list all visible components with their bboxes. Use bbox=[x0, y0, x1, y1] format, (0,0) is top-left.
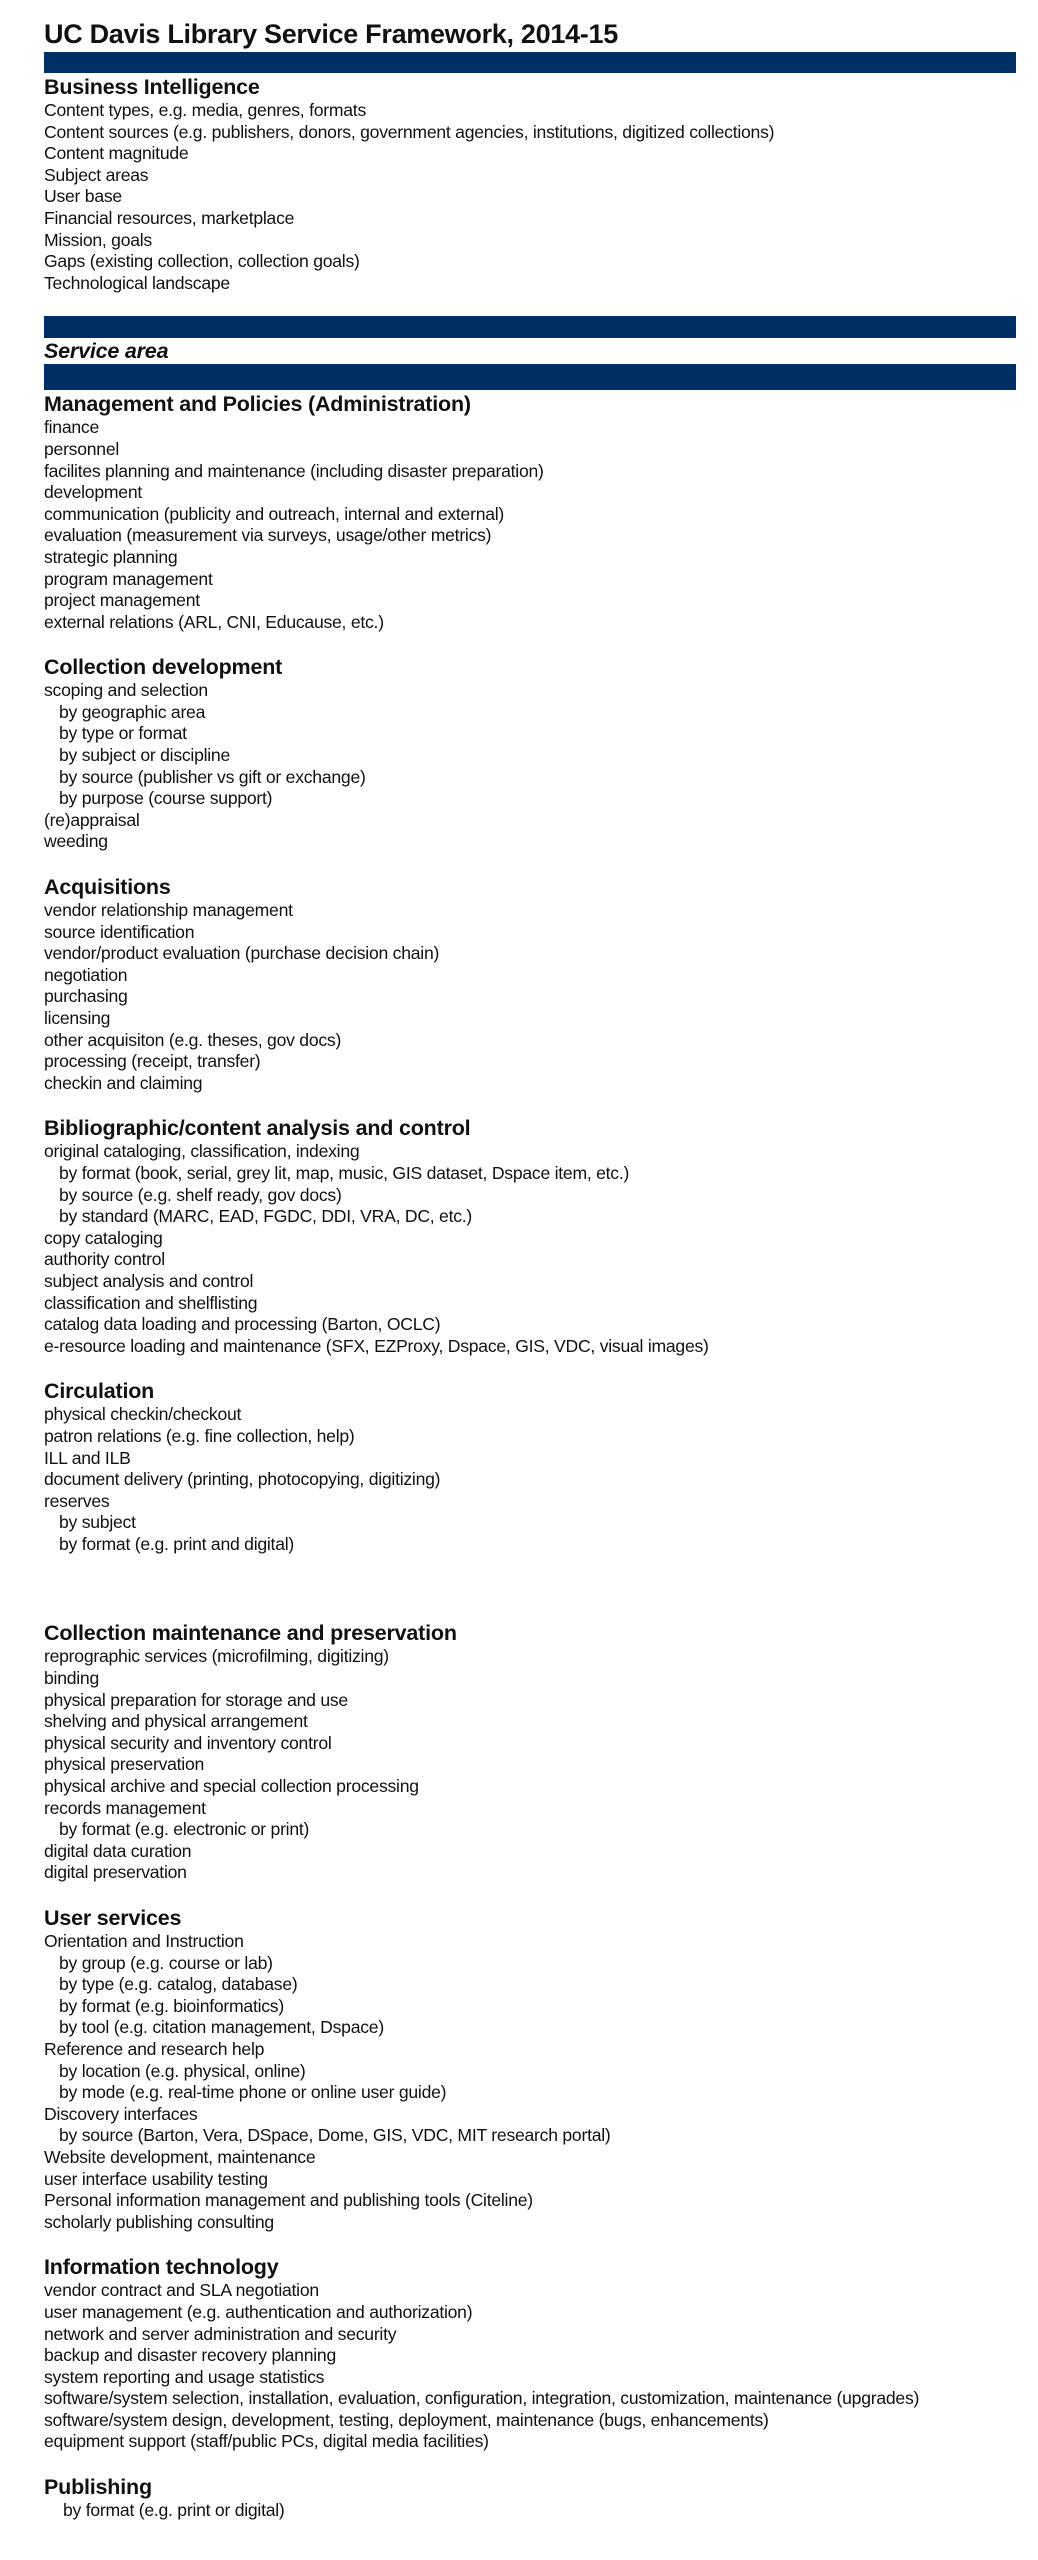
sub-list-item: by format (e.g. print or digital) bbox=[63, 2500, 285, 2521]
list-item: Reference and research help bbox=[44, 2038, 265, 2059]
list-item: ILL and ILB bbox=[44, 1447, 131, 1468]
list-item: purchasing bbox=[44, 986, 128, 1007]
business-intelligence-list bbox=[44, 100, 1016, 294]
list-item: communication (publicity and outreach, internal and external) bbox=[44, 503, 505, 524]
list-item: system reporting and usage statistics bbox=[44, 2366, 325, 2387]
section-heading: Management and Policies (Administration) bbox=[44, 392, 471, 417]
list-item: software/system selection, installation, evaluation, configuration, integration, customization, maintenance (upgrades) bbox=[44, 2388, 920, 2409]
section-heading: User services bbox=[44, 1906, 182, 1930]
list-item: physical preparation for storage and use bbox=[44, 1689, 348, 1710]
list-item: User base bbox=[44, 186, 122, 207]
list-item: catalog data loading and processing (Barton, OCLC) bbox=[44, 1314, 441, 1335]
list-item: digital data curation bbox=[44, 1840, 192, 1861]
sub-list-item: by location (e.g. physical, online) bbox=[59, 2060, 306, 2081]
list-item: vendor relationship management bbox=[44, 900, 293, 921]
service-area-bottom-bar bbox=[44, 364, 1016, 390]
service-section bbox=[44, 1621, 1016, 1884]
list-item: software/system design, development, testing, deployment, maintenance (bugs, enhancements) bbox=[44, 2409, 769, 2430]
list-item: Gaps (existing collection, collection goals) bbox=[44, 251, 360, 272]
sub-list-item: by standard (MARC, EAD, FGDC, DDI, VRA, DC, etc.) bbox=[59, 1206, 473, 1227]
list-item: Discovery interfaces bbox=[44, 2103, 198, 2124]
list-item: physical archive and special collection processing bbox=[44, 1776, 419, 1797]
list-item: vendor/product evaluation (purchase decision chain) bbox=[44, 943, 440, 964]
list-item: strategic planning bbox=[44, 546, 178, 567]
list-item: negotiation bbox=[44, 964, 128, 985]
list-item: physical preservation bbox=[44, 1754, 205, 1775]
list-item: user interface usability testing bbox=[44, 2168, 268, 2189]
sub-list-item: by tool (e.g. citation management, Dspace) bbox=[59, 2017, 384, 2038]
section-heading: Collection maintenance and preservation bbox=[44, 1621, 457, 1646]
list-item: Content types, e.g. media, genres, formats bbox=[44, 100, 366, 120]
service-section bbox=[44, 2255, 1016, 2453]
list-item: original cataloging, classification, indexing bbox=[44, 1141, 360, 1162]
sub-list-item: by type or format bbox=[59, 723, 187, 744]
sub-list-item: by format (book, serial, grey lit, map, music, GIS dataset, Dspace item, etc.) bbox=[59, 1162, 630, 1183]
page-title: UC Davis Library Service Framework, 2014-15 bbox=[44, 19, 618, 49]
list-item: licensing bbox=[44, 1008, 111, 1028]
list-item: project management bbox=[44, 590, 200, 611]
sub-list-item: by format (e.g. print and digital) bbox=[59, 1533, 294, 1554]
list-item: weeding bbox=[44, 831, 108, 852]
service-area-label: Service area bbox=[44, 339, 169, 364]
sub-list-item: by type (e.g. catalog, database) bbox=[59, 1974, 298, 1995]
list-item: Technological landscape bbox=[44, 272, 230, 293]
list-item: authority control bbox=[44, 1249, 165, 1270]
list-item: program management bbox=[44, 568, 213, 589]
list-item: finance bbox=[44, 417, 99, 438]
section-heading: Business Intelligence bbox=[44, 75, 260, 99]
sub-list-item: by mode (e.g. real-time phone or online user guide) bbox=[59, 2082, 447, 2103]
list-item: classification and shelflisting bbox=[44, 1292, 258, 1313]
list-item: source identification bbox=[44, 921, 195, 942]
section-heading: Collection development bbox=[44, 655, 283, 680]
list-item: other acquisiton (e.g. theses, gov docs) bbox=[44, 1029, 342, 1050]
list-item: Personal information management and publishing tools (Citeline) bbox=[44, 2190, 533, 2211]
service-sections bbox=[44, 392, 1016, 2521]
list-item: equipment support (staff/public PCs, digital media facilities) bbox=[44, 2431, 489, 2452]
section-heading: Circulation bbox=[44, 1379, 155, 1404]
sub-list-item: by subject or discipline bbox=[59, 745, 231, 766]
list-item: Subject areas bbox=[44, 164, 149, 185]
list-item: binding bbox=[44, 1668, 99, 1689]
list-item: Content sources (e.g. publishers, donors, government agencies, institutions, digitized collections) bbox=[44, 121, 775, 142]
sub-list-item: by format (e.g. electronic or print) bbox=[59, 1819, 310, 1840]
list-item: external relations (ARL, CNI, Educause, etc.) bbox=[44, 611, 384, 632]
list-item: subject analysis and control bbox=[44, 1270, 254, 1291]
list-item: physical security and inventory control bbox=[44, 1732, 332, 1753]
list-item: reprographic services (microfilming, digitizing) bbox=[44, 1646, 389, 1667]
section-heading: Information technology bbox=[44, 2255, 279, 2280]
section-heading: Publishing bbox=[44, 2475, 152, 2500]
sub-list-item: by source (Barton, Vera, DSpace, Dome, GIS, VDC, MIT research portal) bbox=[59, 2125, 611, 2146]
list-item: (re)appraisal bbox=[44, 809, 140, 830]
list-item: facilites planning and maintenance (including disaster preparation) bbox=[44, 460, 544, 481]
service-section bbox=[44, 655, 1016, 853]
list-item: records management bbox=[44, 1797, 206, 1818]
sub-list-item: by group (e.g. course or lab) bbox=[59, 1952, 273, 1973]
list-item: scoping and selection bbox=[44, 680, 208, 701]
service-section bbox=[44, 875, 1016, 1094]
list-item: Content magnitude bbox=[44, 143, 189, 164]
list-item: user management (e.g. authentication and authorization) bbox=[44, 2301, 473, 2322]
list-item: shelving and physical arrangement bbox=[44, 1711, 308, 1732]
list-item: development bbox=[44, 482, 142, 503]
service-section bbox=[44, 392, 1016, 633]
list-item: document delivery (printing, photocopying, digitizing) bbox=[44, 1469, 441, 1490]
list-item: Financial resources, marketplace bbox=[44, 207, 295, 228]
list-item: backup and disaster recovery planning bbox=[44, 2345, 336, 2366]
list-item: Mission, goals bbox=[44, 229, 152, 250]
list-item: e-resource loading and maintenance (SFX, EZProxy, Dspace, GIS, VDC, visual images) bbox=[44, 1335, 709, 1356]
list-item: checkin and claiming bbox=[44, 1072, 203, 1093]
list-item: personnel bbox=[44, 438, 120, 459]
document-page bbox=[44, 0, 1016, 2522]
service-section bbox=[44, 1116, 1016, 1357]
service-section bbox=[44, 1906, 1016, 2233]
service-section bbox=[44, 1379, 1016, 1555]
list-item: patron relations (e.g. fine collection, help) bbox=[44, 1425, 355, 1446]
list-item: copy cataloging bbox=[44, 1227, 163, 1248]
section-heading: Acquisitions bbox=[44, 875, 171, 900]
list-item: reserves bbox=[44, 1490, 110, 1511]
list-item: physical checkin/checkout bbox=[44, 1404, 242, 1425]
sub-list-item: by source (publisher vs gift or exchange) bbox=[59, 766, 366, 787]
list-item: Orientation and Instruction bbox=[44, 1931, 244, 1951]
title-divider-bar bbox=[44, 52, 1016, 73]
list-item: scholarly publishing consulting bbox=[44, 2211, 274, 2232]
service-section bbox=[44, 2475, 1016, 2522]
list-item: network and server administration and security bbox=[44, 2323, 397, 2344]
list-item: vendor contract and SLA negotiation bbox=[44, 2280, 319, 2301]
sub-list-item: by format (e.g. bioinformatics) bbox=[59, 1995, 284, 2016]
sub-list-item: by source (e.g. shelf ready, gov docs) bbox=[59, 1184, 342, 1205]
list-item: evaluation (measurement via surveys, usage/other metrics) bbox=[44, 525, 492, 546]
business-intelligence-section bbox=[44, 75, 1016, 294]
list-item: Website development, maintenance bbox=[44, 2146, 316, 2167]
section-heading: Bibliographic/content analysis and control bbox=[44, 1116, 471, 1141]
list-item: processing (receipt, transfer) bbox=[44, 1051, 261, 1072]
sub-list-item: by geographic area bbox=[59, 701, 206, 722]
service-area-top-bar bbox=[44, 316, 1016, 338]
sub-list-item: by subject bbox=[59, 1512, 136, 1533]
sub-list-item: by purpose (course support) bbox=[59, 788, 273, 809]
list-item: digital preservation bbox=[44, 1862, 187, 1883]
